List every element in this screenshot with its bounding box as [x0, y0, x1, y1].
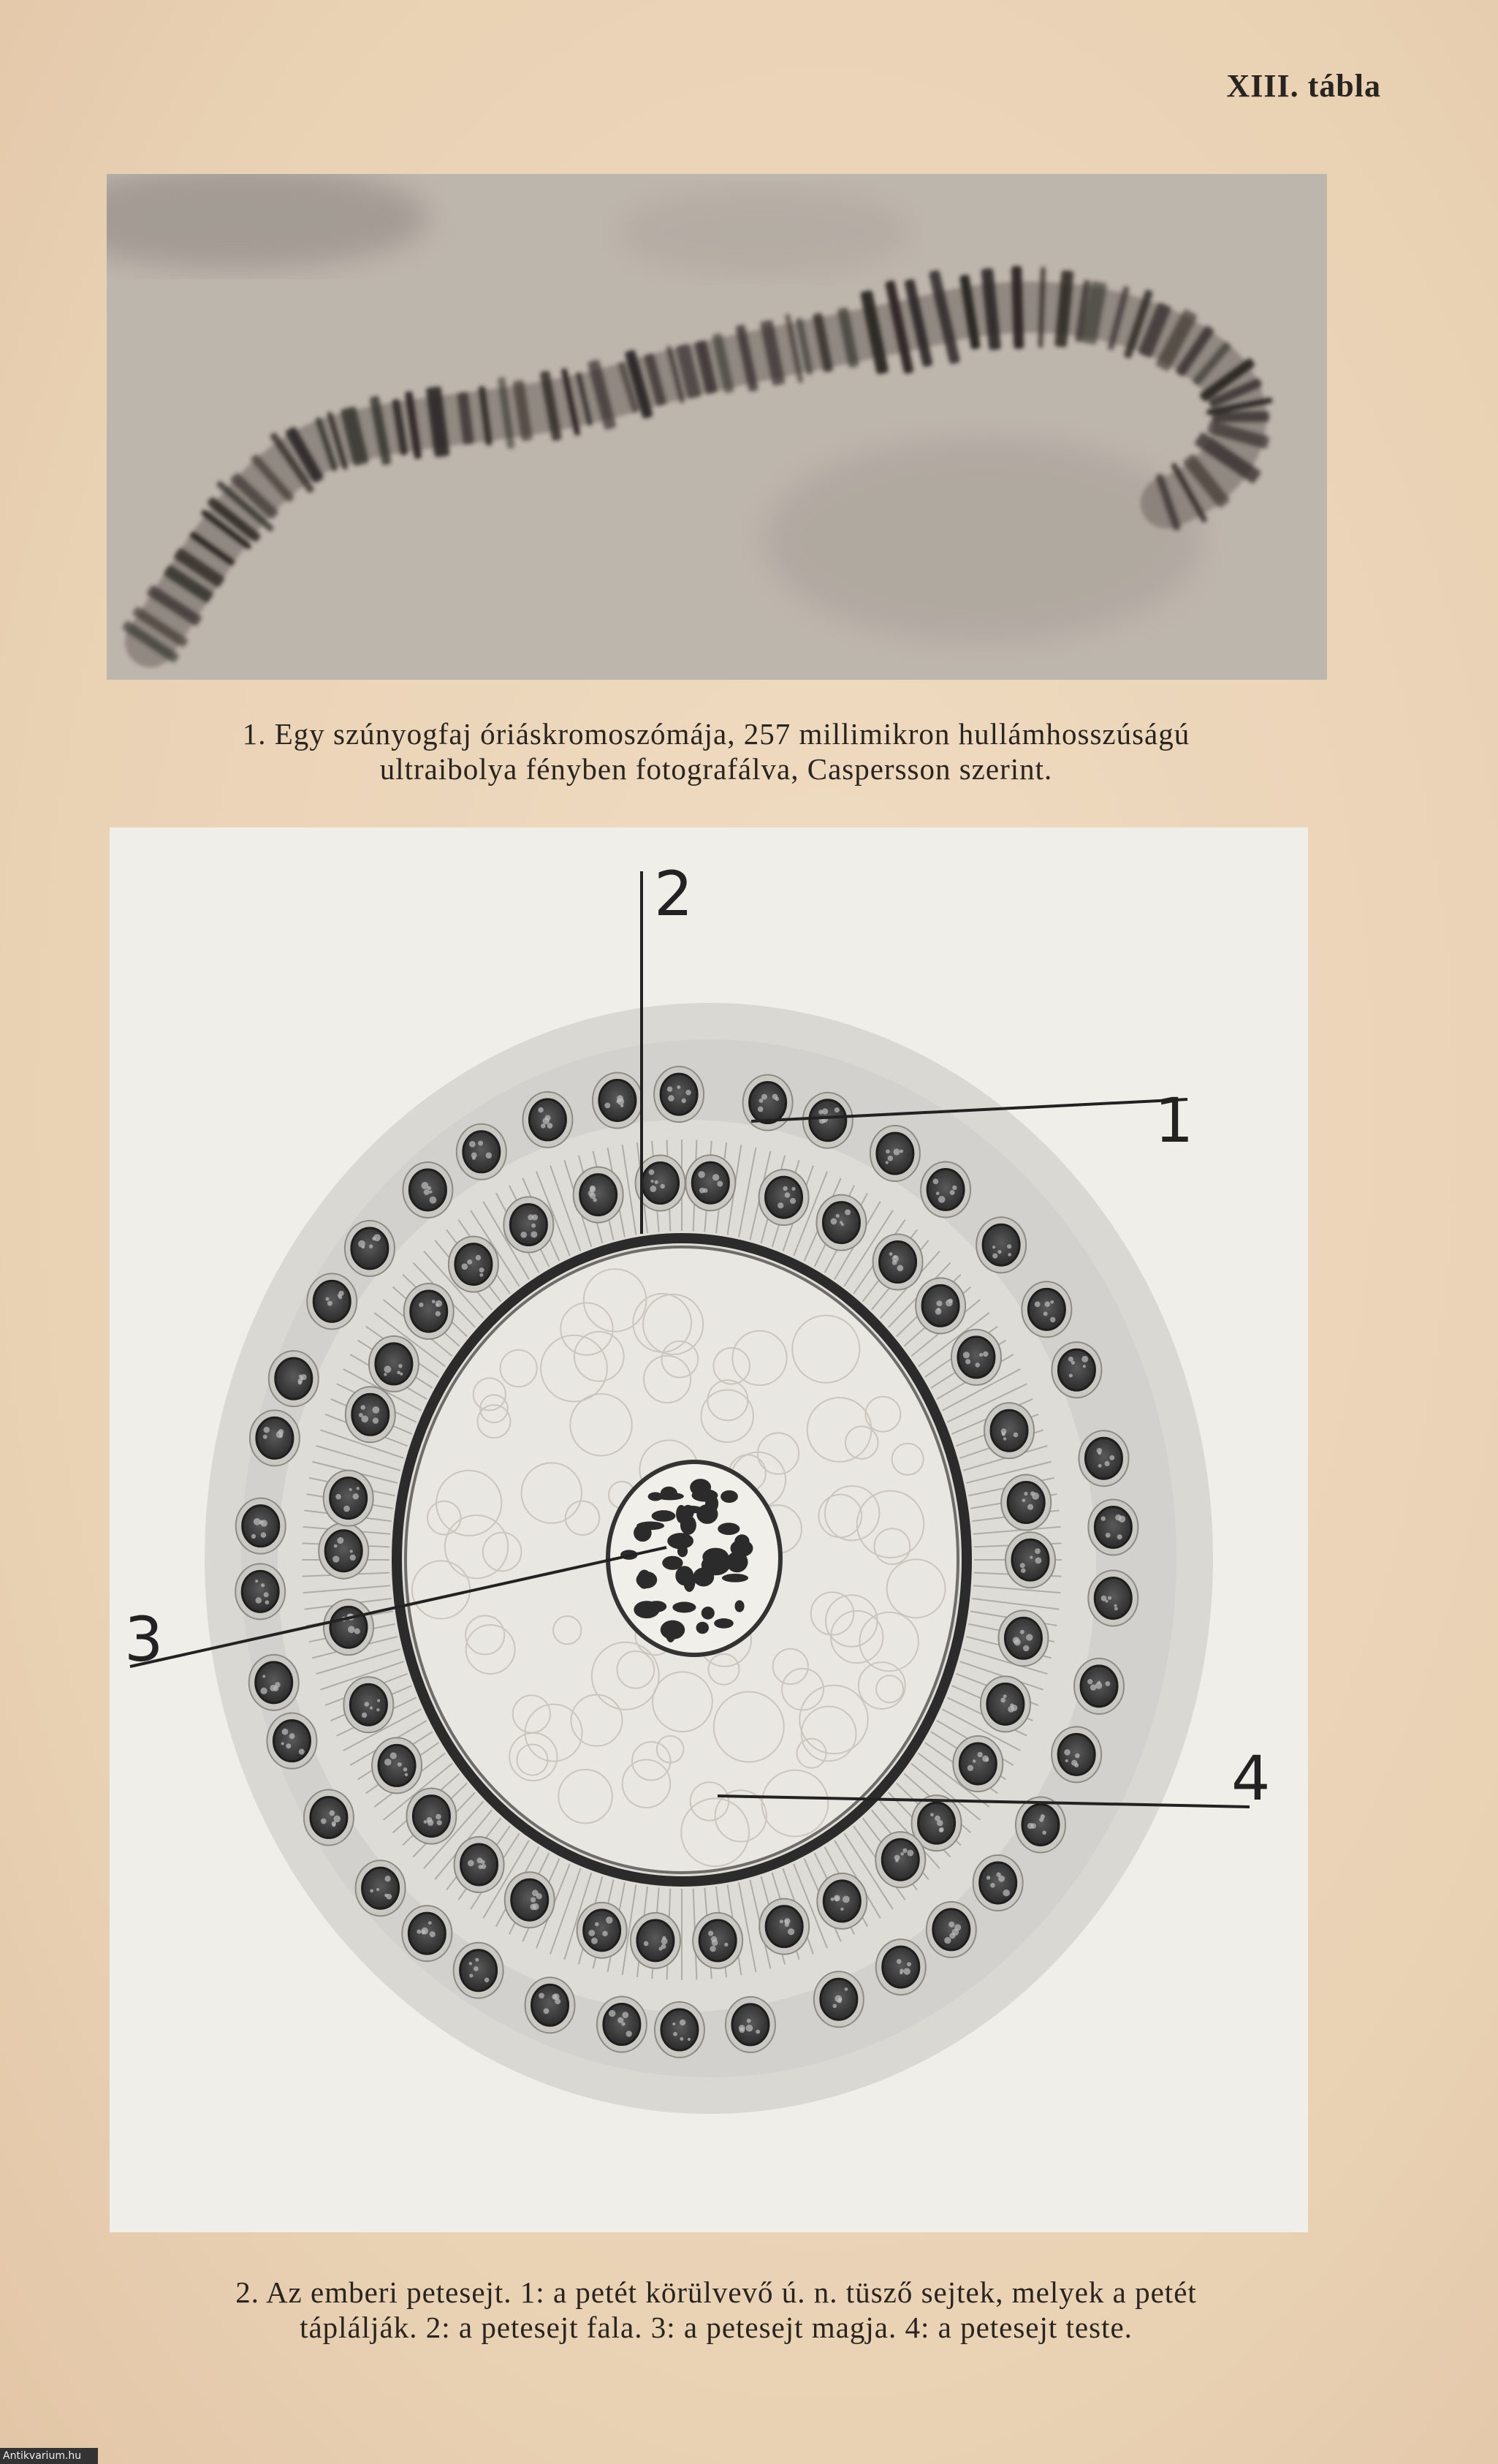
follicle-cell — [454, 1943, 503, 1998]
follicle-cell — [324, 1471, 373, 1526]
chromatin-blob — [702, 1607, 715, 1620]
follicle-cell — [403, 1162, 452, 1218]
follicle-cell — [574, 1167, 623, 1223]
label-3: 3 — [124, 1604, 164, 1675]
follicle-cell — [876, 1939, 926, 1995]
follicle-cell — [927, 1902, 976, 1957]
follicle-cell — [235, 1563, 285, 1619]
chromatin-blob — [722, 1574, 748, 1582]
chromosome-band — [1212, 412, 1270, 423]
figure2-caption-line2: táplálják. 2: a petesejt fala. 3: a petesejt magja. 4: a petesejt teste. — [300, 2311, 1133, 2344]
follicle-cell — [449, 1237, 498, 1292]
follicle-cell — [998, 1610, 1048, 1666]
follicle-cell — [503, 1197, 553, 1253]
follicle-cell — [759, 1899, 809, 1955]
follicle-cell — [577, 1903, 627, 1958]
follicle-cell — [1088, 1570, 1138, 1626]
follicle-cell — [951, 1330, 1001, 1385]
follicle-cell — [693, 1913, 742, 1968]
follicle-cell — [356, 1860, 406, 1916]
follicle-cell — [1016, 1797, 1065, 1852]
label-4: 4 — [1231, 1743, 1271, 1814]
chromatin-blob — [690, 1479, 711, 1496]
follicle-cell — [953, 1736, 1003, 1792]
follicle-cell — [597, 1997, 647, 2052]
follicle-cell — [921, 1162, 970, 1218]
follicle-cell — [655, 2002, 704, 2058]
follicle-cell — [1079, 1430, 1128, 1486]
follicle-cell — [250, 1410, 300, 1466]
ovum-drawing — [110, 827, 1308, 2232]
follicle-cell — [457, 1124, 506, 1180]
follicle-cell — [404, 1284, 454, 1339]
label-1: 1 — [1155, 1085, 1194, 1156]
follicle-cell — [345, 1221, 395, 1276]
follicle-cell — [1005, 1532, 1055, 1588]
chromatin-blob — [718, 1523, 740, 1535]
label-2: 2 — [654, 858, 693, 930]
follicle-cell — [873, 1235, 923, 1290]
follicle-cell — [369, 1336, 419, 1392]
follicle-cell — [406, 1789, 456, 1844]
follicle-cell — [455, 1837, 504, 1892]
watermark: Antikvarium.hu — [0, 2448, 98, 2464]
follicle-cell — [817, 1873, 867, 1929]
figure2-caption — [95, 2275, 1337, 2345]
follicle-cell — [343, 1677, 393, 1732]
follicle-cell — [1052, 1726, 1101, 1782]
follicle-cell — [1088, 1499, 1138, 1555]
follicle-cell — [743, 1075, 793, 1131]
chromatin-blob — [676, 1505, 686, 1523]
figure2-caption-line1: 2. Az emberi petesejt. 1: a petét körülvevő ú. n. tüsző sejtek, melyek a petét — [235, 2275, 1197, 2309]
follicle-cell — [307, 1273, 357, 1329]
follicle-cell — [319, 1523, 368, 1579]
follicle-cell — [973, 1855, 1023, 1911]
follicle-cell — [870, 1126, 920, 1181]
chromatin-blob — [672, 1601, 696, 1612]
follicle-cell — [816, 1195, 866, 1251]
follicle-cell — [522, 1092, 572, 1148]
follicle-cell — [249, 1655, 299, 1710]
chromatin-blob — [666, 1624, 676, 1642]
follicle-cell — [1074, 1659, 1124, 1714]
chromatin-blob — [714, 1618, 734, 1629]
chromatin-blob — [735, 1600, 745, 1612]
follicle-cell — [631, 1913, 680, 1968]
chromatin-blob — [661, 1487, 677, 1500]
chromatin-blob — [662, 1556, 683, 1570]
chromatin-blob — [721, 1490, 738, 1503]
follicle-cell — [525, 1977, 575, 2033]
plate-label: XIII. tábla — [1226, 68, 1381, 104]
follicle-cell — [236, 1498, 286, 1554]
follicle-cell — [976, 1217, 1026, 1273]
chromatin-blob — [634, 1601, 659, 1618]
chromatin-blob — [636, 1522, 664, 1531]
chromatin-blob — [667, 1533, 693, 1549]
chromatin-blob — [705, 1495, 718, 1513]
follicle-cell — [505, 1872, 555, 1927]
follicle-cell — [304, 1789, 354, 1845]
chromatin-blob — [696, 1622, 709, 1634]
follicle-cell — [269, 1351, 319, 1406]
chromatin-blob — [636, 1572, 658, 1588]
figure1-caption — [110, 716, 1323, 786]
figure1-caption-line1: 1. Egy szúnyogfaj óriáskromoszómája, 257 millimikron hullámhosszúságú — [242, 717, 1190, 751]
follicle-cell — [759, 1170, 809, 1225]
follicle-cell — [1001, 1475, 1051, 1531]
follicle-cell — [267, 1713, 316, 1769]
follicle-cell — [324, 1599, 373, 1655]
follicle-cell — [916, 1278, 965, 1333]
follicle-cell — [654, 1066, 704, 1122]
follicle-cell — [984, 1403, 1034, 1458]
follicle-cell — [1052, 1342, 1101, 1398]
follicle-cell — [875, 1832, 925, 1887]
figure1-caption-line2: ultraibolya fényben fotografálva, Caspersson szerint. — [379, 752, 1053, 786]
chromatin-blob — [652, 1510, 676, 1522]
follicle-cell — [726, 1997, 775, 2052]
follicle-cell — [593, 1073, 642, 1129]
follicle-cell — [1022, 1281, 1071, 1337]
follicle-cell — [402, 1906, 452, 1961]
follicle-cell — [685, 1155, 735, 1210]
follicle-cell — [981, 1676, 1030, 1732]
follicle-cell — [803, 1093, 853, 1148]
follicle-cell — [372, 1737, 422, 1793]
chromosome-photo — [107, 174, 1327, 680]
follicle-cell — [814, 1971, 864, 2027]
follicle-cell — [346, 1387, 395, 1442]
chromatin-blob — [693, 1568, 714, 1587]
chromatin-blob — [726, 1552, 748, 1573]
